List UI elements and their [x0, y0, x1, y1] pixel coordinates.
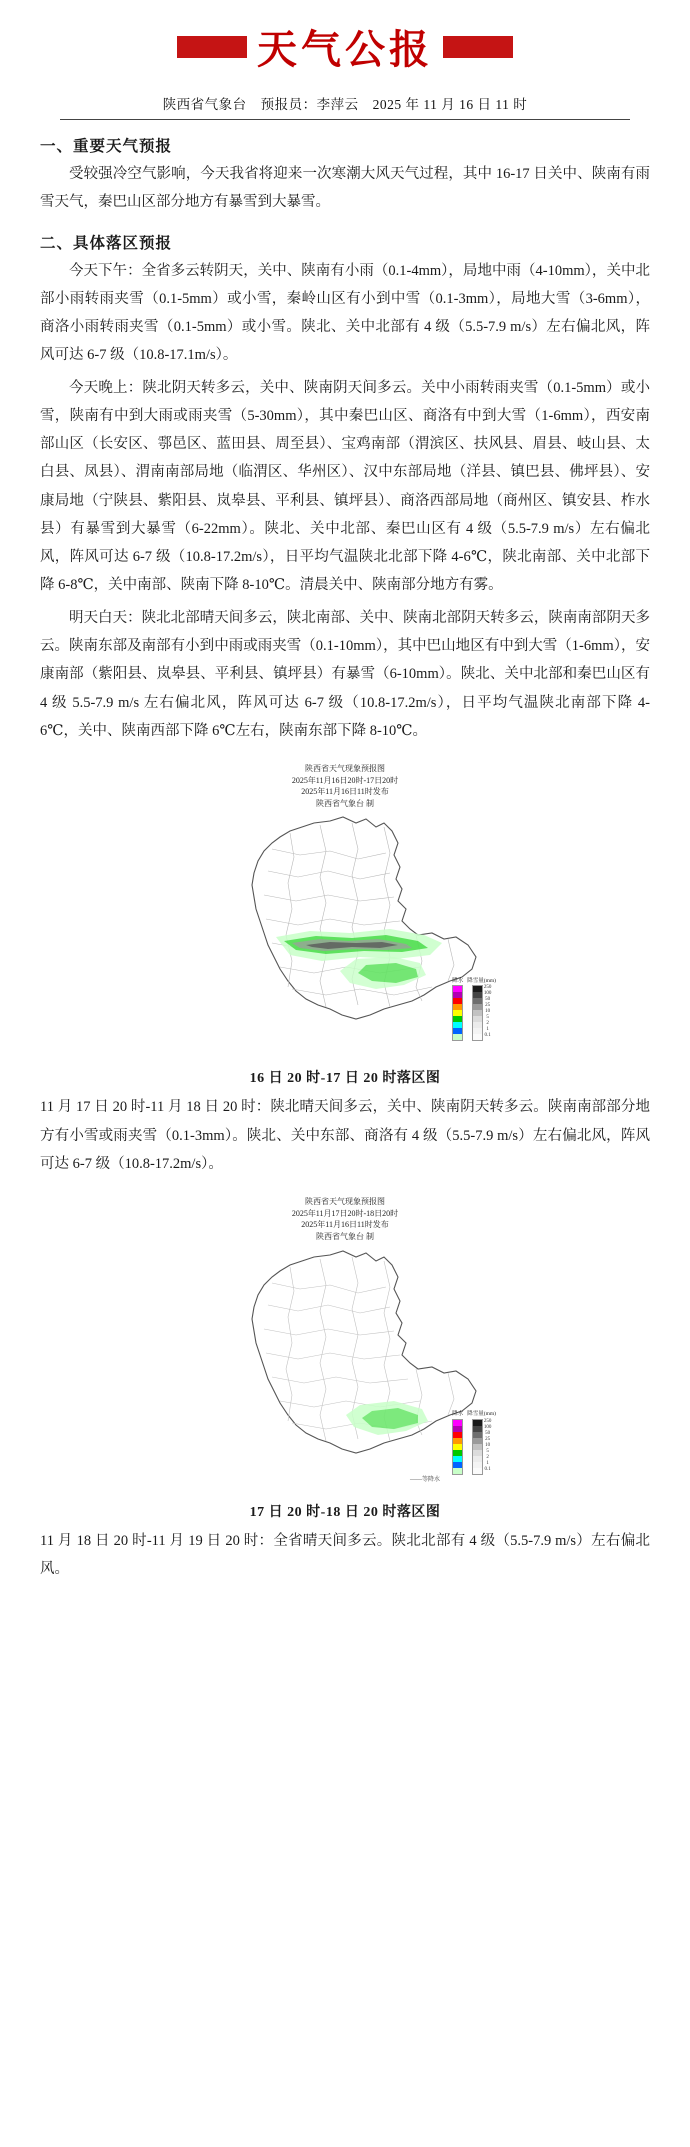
map-2-legend-right-caption: 降雪量(mm): [467, 1411, 496, 1417]
map-2: [180, 1192, 510, 1492]
map-2-legend-left: [452, 1411, 463, 1475]
figure-1-caption: 16 日 20 时-17 日 20 时落区图: [249, 1071, 441, 1087]
section-2-paragraph-2: 今天晚上：陕北阴天转多云，关中、陕南阴天间多云。关中小雨转雨夹雪（0.1-5mm）或小雪，陕南有中到大雨或雨夹雪（5-30mm），其中秦巴山区、商洛有中到大雪（1-6mm），西安南部山区（长安区、鄠邑区、蓝田县、周至县）、宝鸡南部（渭滨区、扶风县、眉县、岐山县、太白县、凤县）、渭南南部局地（临渭区、华州区）、汉中东部局地（洋县、镇巴县、佛坪县）、安康局地（宁陕县、紫阳县、岚皋县、平利县、镇坪县）、商洛西部局地（商州区、镇安县、柞水县）有暴雪到大暴雪（6-22mm）。陕北、关中北部、秦巴山区有 4 级（5.5-7.9 m/s）左右偏北风，阵风可达 6-7 级（10.8-17.2m/s），日平均气温陕北北部下降 4-6℃，陕北南部、关中北部下降 6-8℃，关中南部、陕南下降 8-10℃。清晨关中、陕南部分地方有雾。: [40, 379, 650, 594]
section-1-paragraph-1: 受较强冷空气影响，今天我省将迎来一次寒潮大风天气过程，其中 16-17 日关中、陕南有雨雪天气，秦巴山区部分地方有暴雪到大暴雪。: [40, 166, 650, 211]
map-2-canvas: [180, 1243, 510, 1493]
map-1-legend-value-3: 25: [485, 1003, 491, 1009]
map-1-legend-value-6: 2: [486, 1021, 489, 1027]
map-2-legend-right-bar: [472, 1419, 483, 1475]
map-2-legend-value-6: 2: [486, 1454, 489, 1460]
map-1-legend-value-7: 1: [486, 1027, 489, 1033]
map-1-legend-value-2: 50: [485, 997, 491, 1003]
map-1-legend-left-bar: [452, 985, 463, 1041]
map-1-legend-value-8: 0.1: [484, 1033, 491, 1039]
map-2-boundary-note: ——等降水: [409, 1476, 440, 1483]
after-figure-2-paragraph: 11 月 18 日 20 时-11 月 19 日 20 时：全省晴天间多云。陕北北部有 4 级（5.5-7.9 m/s）左右偏北风。: [40, 1532, 650, 1577]
map-2-legend-value-4: 10: [485, 1442, 491, 1448]
section-2-paragraph-1: 今天下午：全省多云转阴天，关中、陕南有小雨（0.1-4mm），局地中雨（4-10mm），关中北部小雨转雨夹雪（0.1-5mm）或小雪，秦岭山区有小到中雪（0.1-3mm），局地大雪（3-6mm），商洛小雨转雨夹雪（0.1-5mm）或小雪。陕北、关中北部有 4 级（5.5-7.9 m/s）左右偏北风，阵风可达 6-7 级（10.8-17.1m/s）。: [40, 262, 650, 364]
map-2-legend-right: [467, 1411, 496, 1475]
map-1-legend: [452, 978, 496, 1042]
map-2-legend-value-5: 5: [486, 1448, 489, 1454]
map-1-legend-left: [452, 978, 463, 1042]
section-2-paragraph-3: 明天白天：陕北北部晴天间多云，陕北南部、关中、陕南北部阴天转多云，陕南南部阴天多云。陕南东部及南部有小到中雨或雨夹雪（0.1-10mm），其中巴山地区有中到大雪（1-6mm），安康南部（紫阳县、岚皋县、平利县、镇坪县）有暴雪（6-10mm）。陕北、关中北部和秦巴山区有 4 级 5.5-7.9 m/s 左右偏北风，阵风可达 6-7 级（10.8-17.2m/s），日平均气温陕北南部下降 4-6℃，关中、陕南西部下降 6℃左右，陕南东部下降 8-10℃。: [40, 609, 650, 739]
map-1-header-line-3: 2025年11月16日11时发布: [301, 787, 389, 797]
section-heading-1: 一、重要天气预报: [40, 138, 173, 155]
map-1-header: [180, 759, 510, 809]
figure-1: [0, 759, 690, 1087]
map-2-legend: [452, 1411, 496, 1475]
map-2-legend-value-1: 100: [483, 1424, 492, 1430]
map-1-canvas: [180, 809, 510, 1059]
section-heading-2: 二、具体落区预报: [40, 234, 173, 252]
figure-2: [0, 1192, 690, 1520]
map-2-legend-values: [484, 1419, 492, 1475]
map-1-legend-right-bar: [472, 985, 483, 1041]
map-2-header: [180, 1192, 510, 1242]
map-1-legend-values: [484, 985, 492, 1041]
map-1-legend-right-caption: 降雪量(mm): [467, 977, 496, 984]
figure-2-caption: 17 日 20 时-18 日 20 时落区图: [249, 1504, 441, 1520]
page-title-text: 天气公报: [257, 27, 433, 72]
map-1-legend-left-caption: 降水: [452, 977, 464, 984]
title-decor-left: [177, 36, 247, 58]
map-2-legend-value-0: 250: [483, 1418, 492, 1424]
map-2-header-line-4: 陕西省气象台 制: [316, 1232, 374, 1241]
map-1-header-line-2: 2025年11月16日20时-17日20时: [291, 775, 399, 785]
page-title: [0, 0, 690, 83]
map-1-legend-right: [467, 978, 496, 1042]
map-1-legend-value-4: 10: [485, 1009, 491, 1015]
map-2-header-line-3: 2025年11月16日11时发布: [301, 1220, 389, 1230]
map-2-legend-value-8: 0.1: [484, 1466, 491, 1472]
map-1-legend-value-5: 5: [486, 1015, 489, 1021]
map-2-header-line-1: 陕西省天气现象预报图: [305, 1197, 385, 1207]
map-1-legend-value-0: 250: [483, 985, 492, 991]
map-2-header-line-2: 2025年11月17日20时-18日20时: [291, 1208, 399, 1218]
province-outline-1: [252, 817, 476, 1019]
after-figure-1-paragraph: 11 月 17 日 20 时-11 月 18 日 20 时：陕北晴天间多云，关中、陕南阴天转多云。陕南南部部分地方有小雪或雨夹雪（0.1-3mm）。陕北、关中东部、商洛有 4 级（5.5-7.9 m/s）左右偏北风，阵风可达 6-7 级（10.8-17.2m/s）。: [40, 1099, 650, 1172]
map-2-legend-left-bar: [452, 1419, 463, 1475]
map-2-legend-value-7: 1: [486, 1460, 489, 1466]
map-1-legend-value-1: 100: [483, 991, 492, 997]
map-1: [180, 759, 510, 1059]
map-2-legend-value-2: 50: [485, 1430, 491, 1436]
map-1-header-line-4: 陕西省气象台 制: [316, 798, 374, 808]
byline: 陕西省气象台 预报员：李萍云 2025 年 11 月 16 日 11 时: [60, 93, 630, 120]
map-1-header-line-1: 陕西省天气现象预报图: [305, 764, 385, 774]
map-2-legend-value-3: 25: [485, 1436, 491, 1442]
map-2-legend-left-caption: 降水: [452, 1411, 464, 1417]
title-decor-right: [443, 36, 513, 58]
